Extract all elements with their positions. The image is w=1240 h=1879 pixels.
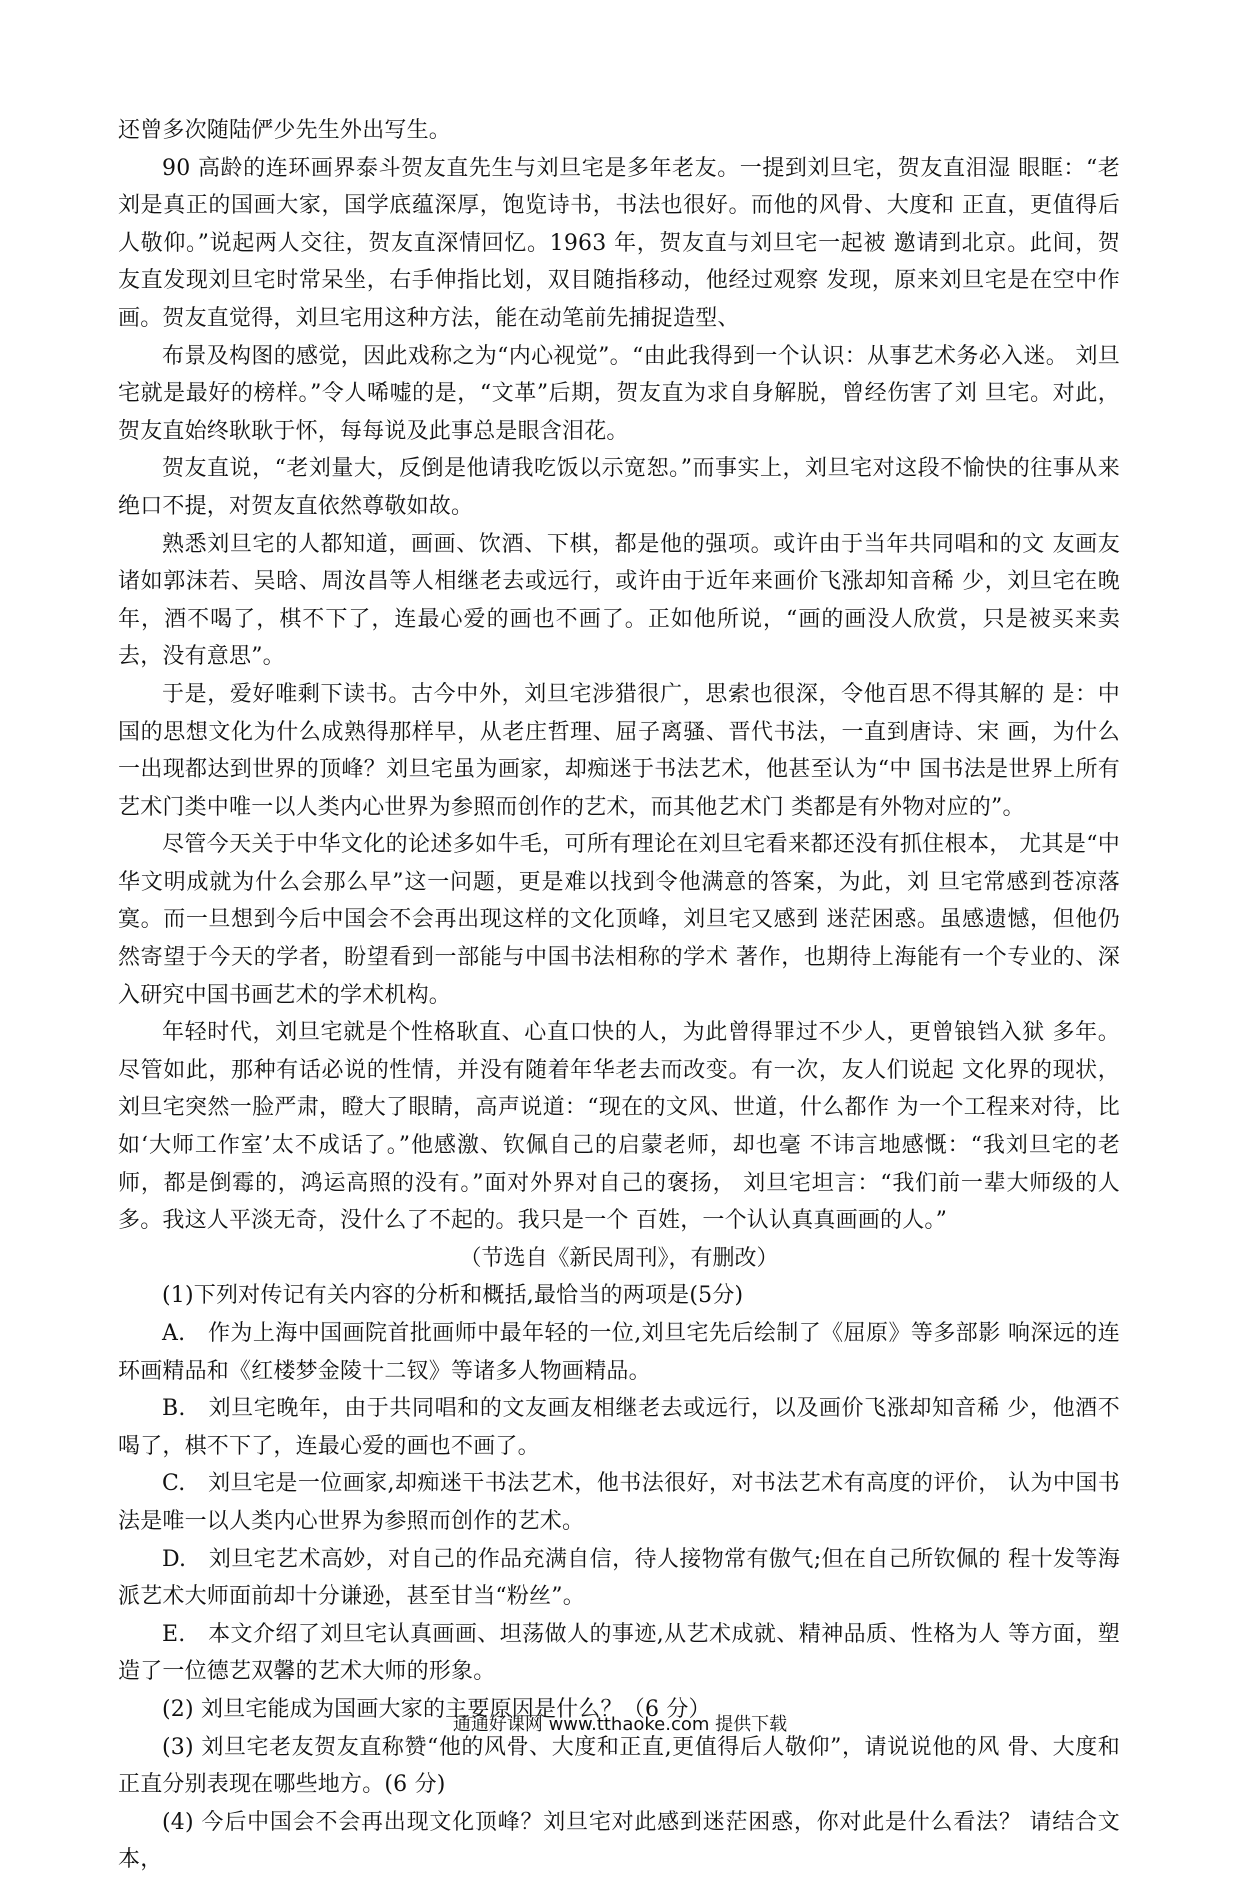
paragraph-5: 熟悉刘旦宅的人都知道，画画、饮酒、下棋，都是他的强项。或许由于当年共同唱和的文 友画友诸如郭沫若、吴晗、周汝昌等人相继老去或远行，或许由于近年来画价飞涨却知音稀 少，刘旦宅在晚年，酒不喝了，棋不下了，连最心爱的画也不画了。正如他所说，“画的画没人欣赏，只是被买来卖去，没有意思”。 bbox=[118, 531, 1120, 670]
question-3: (3) 刘旦宅老友贺友直称赞“他的风骨、大度和正直,更值得后人敬仰”，请说说他的风 骨、大度和正直分别表现在哪些地方。(6 分) bbox=[118, 1734, 1120, 1798]
question-1-stem: (1)下列对传记有关内容的分析和概括,最恰当的两项是(5分) bbox=[162, 1283, 744, 1309]
option-b: B. 刘旦宅晚年，由于共同唱和的文友画友相继老去或远行，以及画价飞涨却知音稀 少，他酒不喝了，棋不下了，连最心爱的画也不画了。 bbox=[118, 1396, 1120, 1459]
paragraph-3: 布景及构图的感觉，因此戏称之为“内心视觉”。“由此我得到一个认识：从事艺术务必入迷。 刘旦宅就是最好的榜样。”令人唏嘘的是，“文革”后期，贺友直为求自身解脱，曾经伤害了刘 旦宅。对此，贺友直始终耿耿于怀，每每说及此事总是眼含泪花。 bbox=[118, 343, 1120, 444]
paragraph-8: 年轻时代，刘旦宅就是个性格耿直、心直口快的人，为此曾得罪过不少人，更曾锒铛入狱 多年。尽管如此，那种有话必说的性情，并没有随着年华老去而改变。有一次，友人们说起 文化界的现状，刘旦宅突然一脸严肃，瞪大了眼睛，高声说道：“现在的文风、世道，什么都作 为一个工程来对待，比如‘大师工作室’太不成话了。”他感激、钦佩自己的启蒙老师，却也毫 不讳言地感慨：“我刘旦宅的老师，都是倒霉的，鸿运高照的没有。”面对外界对自己的褒扬， 刘旦宅坦言：“我们前一辈大师级的人多。我这人平淡无奇，没什么了不起的。我只是一个 百姓，一个认认真真画画的人。” bbox=[118, 1020, 1120, 1234]
document-page bbox=[118, 112, 1120, 1879]
page-footer: 通通好课网 www.tthaoke.com 提供下载 bbox=[452, 1714, 788, 1735]
paragraph-6: 于是，爱好唯剩下读书。古今中外，刘旦宅涉猎很广，思索也很深，令他百思不得其解的 是：中国的思想文化为什么成熟得那样早，从老庄哲理、屈子离骚、晋代书法，一直到唐诗、宋 画，为什么一出现都达到世界的顶峰？刘旦宅虽为画家，却痴迷于书法艺术，他甚至认为“中 国书法是世界上所有艺术门类中唯一以人类内心世界为参照而创作的艺术，而其他艺术门 类都是有外物对应的”。 bbox=[118, 681, 1120, 820]
option-e: E. 本文介绍了刘旦宅认真画画、坦荡做人的事迹,从艺术成就、精神品质、性格为人 等方面，塑造了一位德艺双馨的艺术大师的形象。 bbox=[118, 1621, 1120, 1685]
paragraph-2: 90 高龄的连环画界泰斗贺友直先生与刘旦宅是多年老友。一提到刘旦宅，贺友直泪湿 眼眶：“老刘是真正的国画大家，国学底蕴深厚，饱览诗书，书法也很好。而他的风骨、大度和 正直，更值得后人敬仰。”说起两人交往，贺友直深情回忆。1963 年，贺友直与刘旦宅一起被 邀请到北京。此间，贺友直发现刘旦宅时常呆坐，右手伸指比划，双目随指移动，他经过观察 发现，原来刘旦宅是在空中作画。贺友直觉得，刘旦宅用这种方法，能在动笔前先捕捉造型、 bbox=[118, 155, 1120, 331]
source-note: （节选自《新民周刊》，有删改） bbox=[459, 1245, 779, 1271]
question-4: (4) 今后中国会不会再出现文化顶峰？刘旦宅对此感到迷茫困惑，你对此是什么看法？ 请结合文本， bbox=[118, 1809, 1120, 1873]
paragraph-7: 尽管今天关于中华文化的论述多如牛毛，可所有理论在刘旦宅看来都还没有抓住根本， 尤其是“中华文明成就为什么会那么早”这一问题，更是难以找到令他满意的答案，为此，刘 旦宅常感到苍凉落寞。而一旦想到今后中国会不会再出现这样的文化顶峰，刘旦宅又感到 迷茫困惑。虽感遗憾，但他仍然寄望于今天的学者，盼望看到一部能与中国书法相称的学术 著作，也期待上海能有一个专业的、深入研究中国书画艺术的学术机构。 bbox=[118, 832, 1120, 1008]
paragraph-1: 还曾多次随陆俨少先生外出写生。 bbox=[118, 118, 452, 143]
option-c: C. 刘旦宅是一位画家,却痴迷干书法艺术，他书法很好，对书法艺术有高度的评价， 认为中国书法是唯一以人类内心世界为参照而创作的艺术。 bbox=[118, 1471, 1120, 1534]
option-a: A. 作为上海中国画院首批画师中最年轻的一位,刘旦宅先后绘制了《屈原》等多部影 响深远的连环画精品和《红楼梦金陵十二钗》等诸多人物画精品。 bbox=[118, 1321, 1120, 1384]
question-2: (2) 刘旦宅能成为国画大家的主要原因是什么？（6 分） bbox=[162, 1696, 711, 1722]
paragraph-4: 贺友直说，“老刘量大，反倒是他请我吃饭以示宽恕。”而事实上，刘旦宅对这段不愉快的往事从来绝口不提，对贺友直依然尊敬如故。 bbox=[118, 456, 1120, 519]
option-d: D. 刘旦宅艺术高妙，对自己的作品充满自信，待人接物常有傲气;但在自己所钦佩的 程十发等海派艺术大师面前却十分谦逊，甚至甘当“粉丝”。 bbox=[118, 1546, 1120, 1610]
